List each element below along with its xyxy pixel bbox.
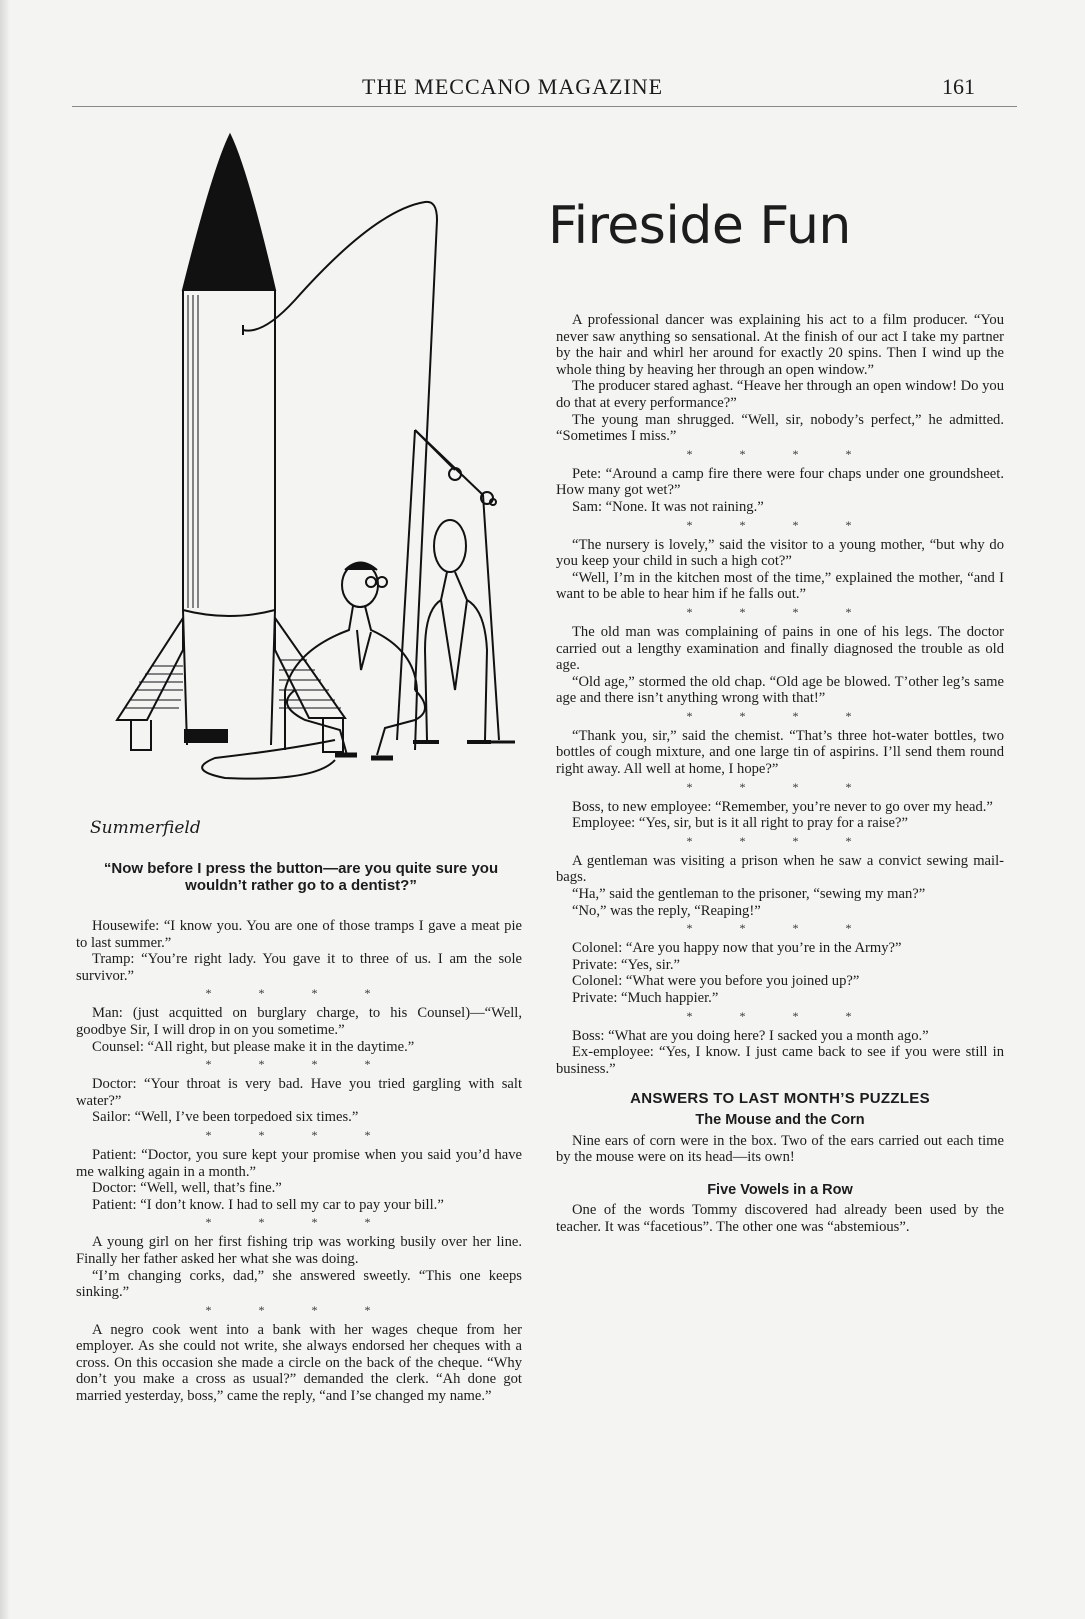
paragraph: Boss, to new employee: “Remember, you’re never to go over my head.” — [572, 798, 993, 815]
running-header — [72, 74, 1017, 104]
paragraph: Doctor: “Well, well, that’s fine.” — [92, 1180, 282, 1197]
paragraph: Colonel: “Are you happy now that you’re in the Army?” — [572, 940, 902, 957]
joke-separator: * * * * — [686, 446, 874, 461]
paragraph: Doctor: “Your throat is very bad. Have you tried gargling with salt water?” — [76, 1076, 522, 1109]
paragraph: A young girl on her first fishing trip was working busily over her line. Finally her father asked her what she was doing. — [76, 1234, 522, 1267]
right-column — [556, 312, 1004, 1236]
paragraph: Sailor: “Well, I’ve been torpedoed six times.” — [92, 1109, 359, 1126]
paragraph: “Ha,” said the gentleman to the prisoner, “sewing my man?” — [572, 886, 926, 903]
paragraph: Patient: “Doctor, you sure kept your promise when you said you’d have me walking again in a month.” — [76, 1146, 522, 1180]
paragraph: Counsel: “All right, but please make it in the daytime.” — [92, 1038, 415, 1055]
paragraph: “Well, I’m in the kitchen most of the time,” explained the mother, “and I want to be able to hear him if he falls out.” — [556, 569, 1004, 603]
paragraph: “I’m changing corks, dad,” she answered sweetly. “This one keeps sinking.” — [76, 1267, 522, 1301]
joke-separator: * * * * — [686, 517, 874, 532]
paragraph: Housewife: “I know you. You are one of those tramps I gave a meat pie to last summer.” — [76, 918, 522, 951]
paragraph: The producer stared aghast. “Heave her through an open window! Do you do that at every performance?” — [556, 378, 1004, 411]
joke-separator: * * * * — [686, 833, 874, 848]
joke-separator: * * * * — [686, 779, 874, 794]
paragraph: Ex-employee: “Yes, I know. I just came back to see if you were still in business.” — [556, 1044, 1004, 1077]
paragraph: A professional dancer was explaining his act to a film producer. “You never saw anything so sensational. At the finish of our act I take my partner by the hair and whirl her around for exactly 20 spins. Then I wind up the whole thing by heaving her through an open window.” — [556, 312, 1004, 378]
paragraph: Pete: “Around a camp fire there were four chaps under one groundsheet. How many got wet?” — [556, 465, 1004, 499]
joke-separator: * * * * — [686, 1008, 874, 1023]
paragraph: A negro cook went into a bank with her wages cheque from her employer. As she could not write, she always endorsed her cheques with a cross. On this occasion she made a circle on the back of the cheque. “Why don’t you make a cross as usual?” demanded the clerk. “Ah done got married yesterday, boss,” came the reply, “and I’se changed my name.” — [76, 1321, 522, 1405]
paragraph: A gentleman was visiting a prison when he saw a convict sewing mail-bags. — [556, 852, 1004, 886]
page-edge — [0, 0, 10, 1619]
paragraph: The old man was complaining of pains in one of his legs. The doctor carried out a lengthy examination and finally diagnosed the trouble as old age. — [556, 623, 1004, 674]
paragraph: “Thank you, sir,” said the chemist. “That’s three hot-water bottles, two bottles of cough mixture, and one large tin of aspirins. I’ll send them round right away. All well at home, I hope?” — [556, 727, 1004, 778]
paragraph: Tramp: “You’re right lady. You gave it to three of us. I am the sole survivor.” — [76, 951, 522, 984]
answers-heading: ANSWERS TO LAST MONTH’S PUZZLES — [630, 1090, 930, 1108]
joke-separator: * * * * — [686, 604, 874, 619]
joke-separator: * * * * — [205, 1215, 393, 1230]
header-rule — [72, 106, 1017, 107]
magazine-name: THE MECCANO MAGAZINE — [362, 74, 664, 99]
paragraph: Colonel: “What were you before you joined up?” — [572, 973, 860, 990]
spacer — [556, 1166, 1004, 1180]
page-title: Fireside Fun — [548, 196, 851, 256]
paragraph: “No,” was the reply, “Reaping!” — [572, 902, 761, 919]
illustrator-signature: Summerfield — [90, 818, 201, 838]
puzzle-title: The Mouse and the Corn — [695, 1111, 865, 1128]
paragraph: Nine ears of corn were in the box. Two of the ears carried out each time by the mouse were on its head—its own! — [556, 1132, 1004, 1166]
paragraph: Boss: “What are you doing here? I sacked you a month ago.” — [572, 1027, 929, 1044]
paragraph: “Old age,” stormed the old chap. “Old age be blowed. T’other leg’s same age and there isn’t anything wrong with that!” — [556, 673, 1004, 707]
joke-separator: * * * * — [686, 921, 874, 936]
paragraph: Sam: “None. It was not raining.” — [572, 498, 764, 515]
puzzle-title: Five Vowels in a Row — [707, 1181, 853, 1198]
joke-separator: * * * * — [205, 1057, 393, 1072]
cartoon-caption: “Now before I press the button—are you quite sure you wouldn’t rather go to a dentist?” — [103, 860, 499, 894]
paragraph: “The nursery is lovely,” said the visitor to a young mother, “but why do you keep your child in such a high cot?” — [556, 536, 1004, 570]
joke-separator: * * * * — [686, 708, 874, 723]
page-number: 161 — [942, 74, 975, 99]
paragraph: Patient: “I don’t know. I had to sell my car to pay your bill.” — [92, 1196, 444, 1213]
cartoon-illustration — [95, 130, 540, 820]
joke-separator: * * * * — [205, 1302, 393, 1317]
joke-separator: * * * * — [205, 1127, 393, 1142]
joke-separator: * * * * — [205, 986, 393, 1001]
paragraph: Private: “Yes, sir.” — [572, 956, 680, 973]
paragraph: Private: “Much happier.” — [572, 990, 719, 1006]
paragraph: The young man shrugged. “Well, sir, nobody’s perfect,” he admitted. “Sometimes I miss.” — [556, 411, 1004, 445]
paragraph: One of the words Tommy discovered had already been used by the teacher. It was “facetious”. The other one was “abstemious”. — [556, 1202, 1004, 1235]
paragraph: Employee: “Yes, sir, but is it all right to pray for a raise?” — [572, 815, 908, 832]
left-column — [76, 918, 522, 1405]
paragraph: Man: (just acquitted on burglary charge, to his Counsel)—“Well, goodbye Sir, I will drop in on you sometime.” — [76, 1005, 522, 1038]
